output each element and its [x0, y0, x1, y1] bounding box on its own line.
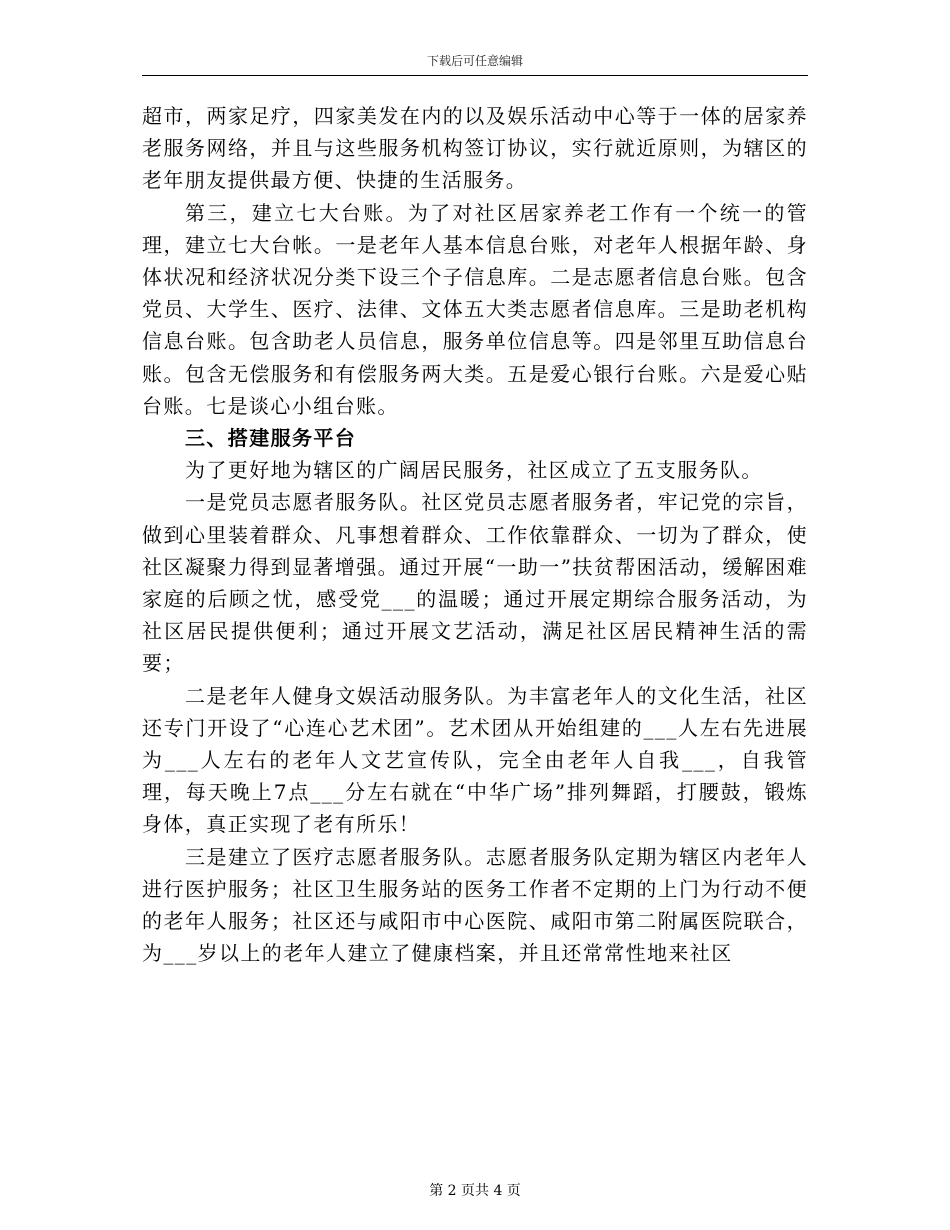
paragraph-2: 第三，建立七大台账。为了对社区居家养老工作有一个统一的管理，建立七大台帐。一是老年人基本信息台账，对老年人根据年龄、身体状况和经济状况分类下设三个子信息库。二是志愿者信息台账。包含党员、大学生、医疗、法律、文体五大类志愿者信息库。三是助老机构信息台账。包含助老人员信息，服务单位信息等。四是邻里互助信息台账。包含无偿服务和有偿服务两大类。五是爱心银行台账。六是爱心贴台账。七是谈心小组台账。	[142, 200, 808, 418]
page-footer: 第 2 页共 4 页	[429, 1183, 521, 1199]
page-header: 下载后可任意编辑	[426, 54, 523, 68]
paragraph-6: 三是建立了医疗志愿者服务队。志愿者服务队定期为辖区内老年人进行医护服务；社区卫生服务站的医务工作者不定期的上门为行动不便的老年人服务；社区还与咸阳市中心医院、咸阳市第二附属医院联合，为___岁以上的老年人建立了健康档案，并且还常常性地来社区	[142, 844, 808, 966]
paragraph-5: 二是老年人健身文娱活动服务队。为丰富老年人的文化生活，社区还专门开设了“心连心艺术团”。艺术团从开始组建的___人左右先进展为___人左右的老年人文艺宣传队，完全由老年人自我___，自我管理，每天晚上7点___分左右就在“中华广场”排列舞蹈，打腰鼓，锻炼身体，真正实现了老有所乐！	[142, 683, 808, 837]
paragraph-3: 为了更好地为辖区的广阔居民服务，社区成立了五支服务队。	[185, 458, 763, 483]
paragraph-4: 一是党员志愿者服务队。社区党员志愿者服务者，牢记党的宗旨，做到心里装着群众、凡事想着群众、工作依靠群众、一切为了群众，使社区凝聚力得到显著增强。通过开展“一助一”扶贫帮困活动，缓解困难家庭的后顾之忧，感受党___的温暖；通过开展定期综合服务活动，为社区居民提供便利；通过开展文艺活动，满足社区居民精神生活的需要；	[142, 490, 808, 676]
document-body	[142, 100, 808, 969]
header-divider	[142, 75, 808, 76]
section-heading: 三、搭建服务平台	[185, 426, 357, 451]
paragraph-1: 超市，两家足疗，四家美发在内的以及娱乐活动中心等于一体的居家养老服务网络，并且与这些服务机构签订协议，实行就近原则，为辖区的老年朋友提供最方便、快捷的生活服务。	[142, 104, 808, 193]
